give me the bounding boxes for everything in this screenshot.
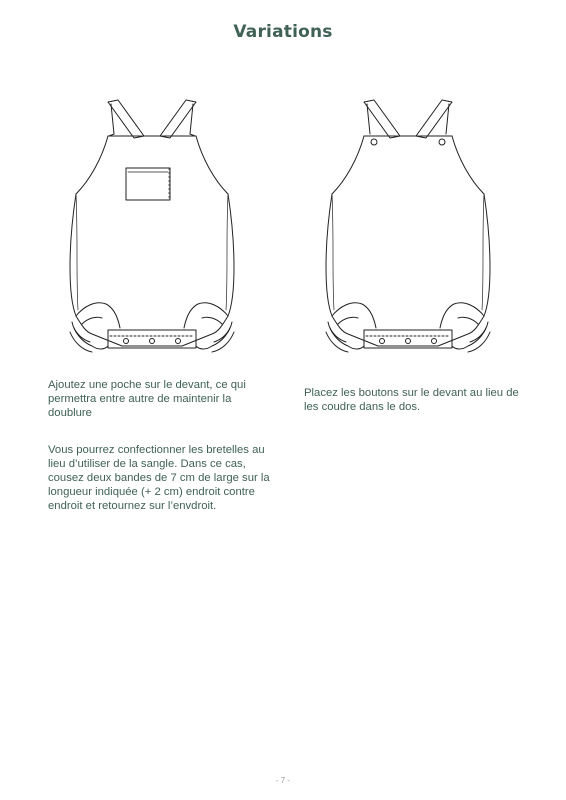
buttons-variation-text: Placez les boutons sur le devant au lieu de les coudre dans le dos. <box>304 387 519 413</box>
romper-pocket-illustration <box>62 96 252 366</box>
romper-buttons-illustration <box>318 96 508 366</box>
page-title: Variations <box>233 22 333 42</box>
page-number: - 7 - <box>275 776 291 785</box>
straps-variation-text: Vous pourrez confectionner les bretelles au lieu d’utiliser de la sangle. Dans ce cas, cousez deux bandes de 7 cm de large sur la longueur indiquée (+ 2 cm) endroit contre endroit et retournez sur l’envdroit. <box>48 444 270 512</box>
pocket-variation-text: Ajoutez une poche sur le devant, ce qui permettra entre autre de maintenir la doublure <box>48 379 246 419</box>
